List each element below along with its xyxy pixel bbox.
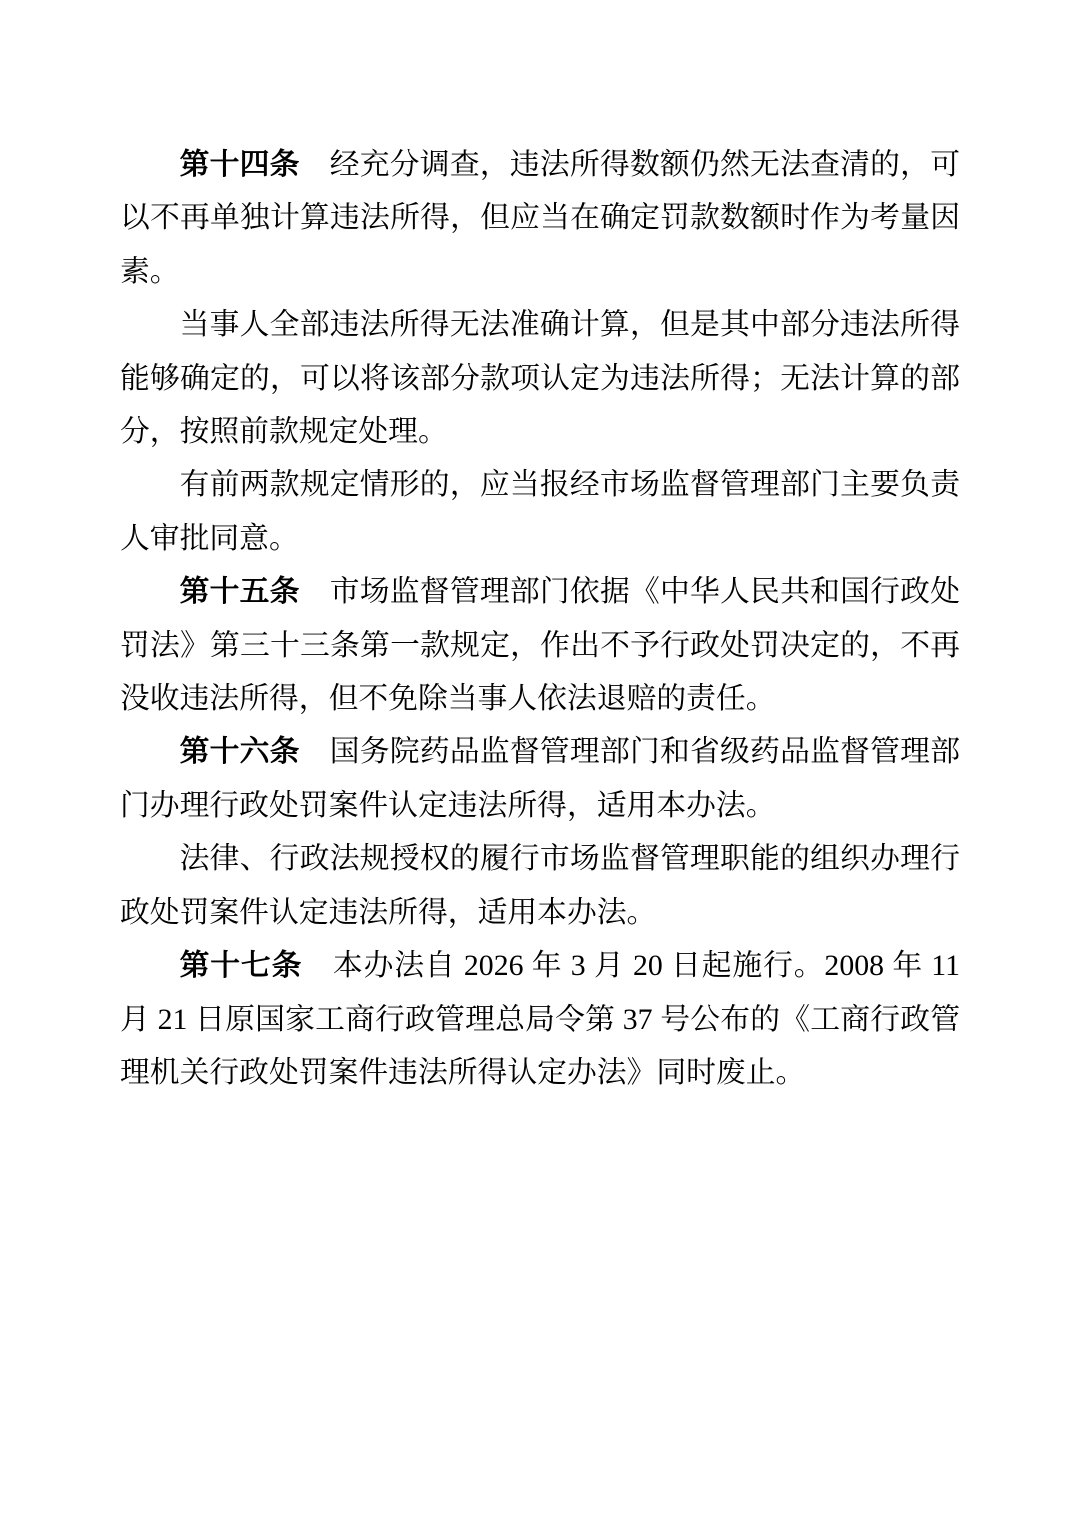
paragraph-text: 法律、行政法规授权的履行市场监督管理职能的组织办理行政处罚案件认定违法所得，适用本办法。 bbox=[120, 842, 960, 929]
paragraph-article-17 bbox=[120, 939, 960, 1099]
paragraph-article-14-clause-3 bbox=[120, 458, 960, 565]
paragraph-text: 市场监督管理部门依据《中华人民共和国行政处罚法》第三十三条第一款规定，作出不予行政处罚决定的，不再没收违法所得，但不免除当事人依法退赔的责任。 bbox=[120, 575, 961, 716]
paragraph-article-14 bbox=[120, 138, 960, 298]
document-body bbox=[120, 138, 960, 1099]
paragraph-text: 当事人全部违法所得无法准确计算，但是其中部分违法所得能够确定的，可以将该部分款项认定为违法所得；无法计算的部分，按照前款规定处理。 bbox=[120, 308, 960, 449]
paragraph-article-16 bbox=[120, 725, 960, 832]
paragraph-article-14-clause-2 bbox=[120, 298, 960, 458]
article-17-number: 第十七条 bbox=[179, 949, 333, 983]
paragraph-article-16-clause-2 bbox=[120, 832, 960, 939]
article-16-number: 第十六条 bbox=[179, 735, 330, 769]
article-14-number: 第十四条 bbox=[179, 148, 330, 181]
article-15-number: 第十五条 bbox=[179, 575, 330, 609]
paragraph-article-15 bbox=[120, 565, 960, 725]
paragraph-text: 有前两款规定情形的，应当报经市场监督管理部门主要负责人审批同意。 bbox=[120, 468, 960, 555]
paragraph-text: 国务院药品监督管理部门和省级药品监督管理部门办理行政处罚案件认定违法所得，适用本办法。 bbox=[120, 735, 961, 822]
paragraph-text: 本办法自 2026 年 3 月 20 日起施行。2008 年 11 月 21 日原国家工商行政管理总局令第 37 号公布的《工商行政管理机关行政处罚案件违法所得认定办法》同时废止。 bbox=[120, 949, 961, 1089]
paragraph-text: 经充分调查，违法所得数额仍然无法查清的，可以不再单独计算违法所得，但应当在确定罚款数额时作为考量因素。 bbox=[120, 148, 961, 288]
